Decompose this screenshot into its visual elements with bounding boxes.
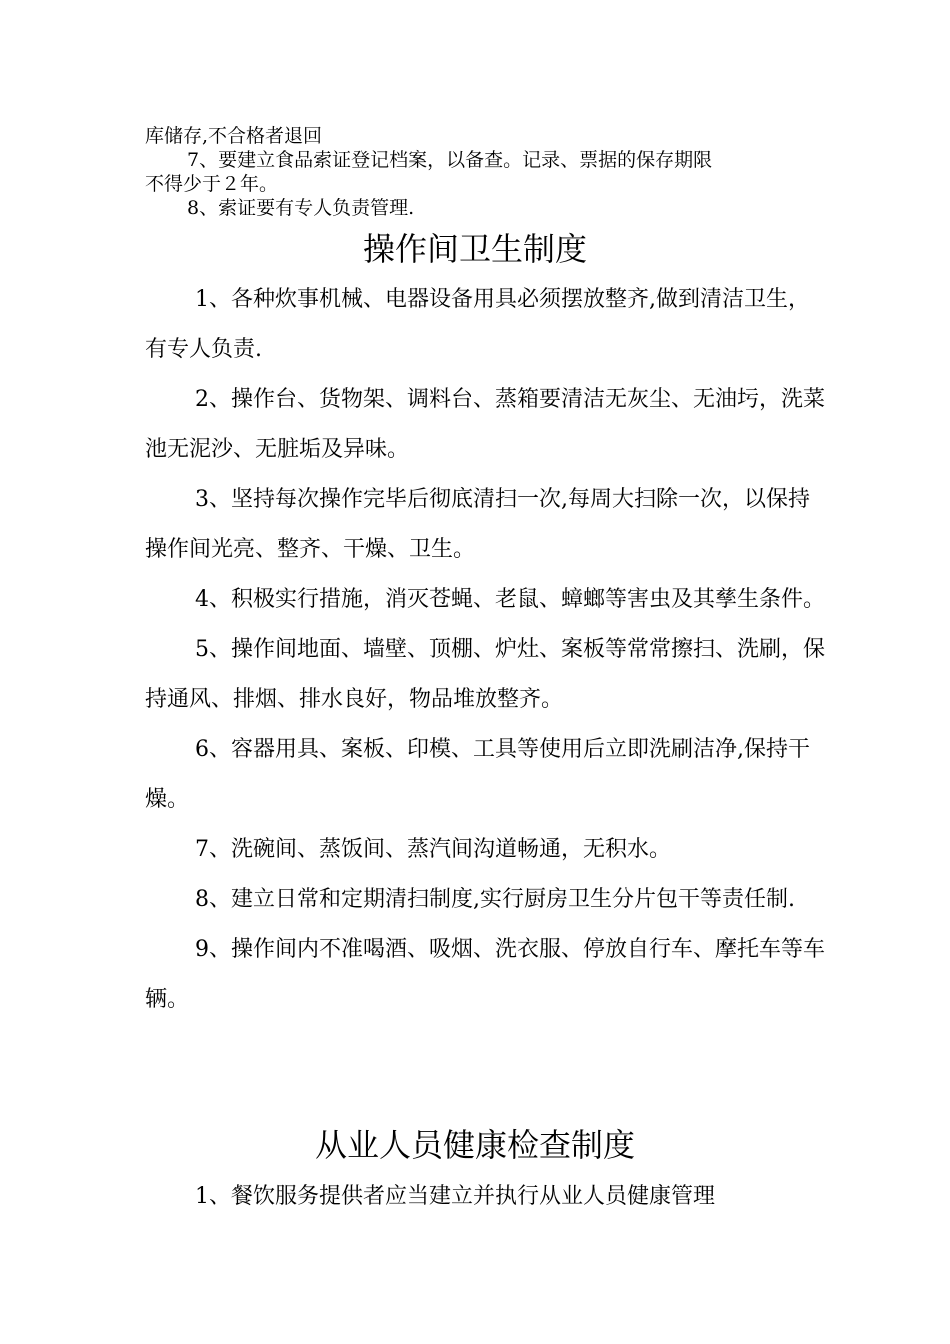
- staff-health-rules: [145, 1172, 825, 1222]
- rule-item: 5、操作间地面、墙壁、顶棚、炉灶、案板等常常擦扫、洗刷，保持通风、排烟、排水良好，物品堆放整齐。: [145, 637, 825, 712]
- rule-item-7-continuation: 不得少于２年。: [145, 173, 279, 195]
- rule-item: 8、建立日常和定期清扫制度,实行厨房卫生分片包干等责任制.: [195, 887, 795, 912]
- rule-item: 1、餐饮服务提供者应当建立并执行从业人员健康管理: [195, 1184, 715, 1209]
- text-line: 库储存,不合格者退回: [145, 125, 323, 147]
- rule-item-8: 8、索证要有专人负责管理.: [187, 197, 415, 219]
- previous-section-continuation: [145, 124, 825, 220]
- rule-item: 3、坚持每次操作完毕后彻底清扫一次,每周大扫除一次，以保持操作间光亮、整齐、干燥、卫生。: [145, 487, 810, 562]
- rule-item: 9、操作间内不准喝酒、吸烟、洗衣服、停放自行车、摩托车等车辆。: [145, 937, 825, 1012]
- rule-item: 6、容器用具、案板、印模、工具等使用后立即洗刷洁净,保持干燥。: [145, 737, 810, 812]
- rule-item: 4、积极实行措施，消灭苍蝇、老鼠、蟑螂等害虫及其孳生条件。: [195, 587, 825, 612]
- rule-item: 2、操作台、货物架、调料台、蒸箱要清洁无灰尘、无油圬，洗菜池无泥沙、无脏垢及异味。: [145, 387, 825, 462]
- rule-item-7: 7、要建立食品索证登记档案，以备查。记录、票据的保存期限: [187, 149, 713, 171]
- section-title-kitchen-hygiene: 操作间卫生制度: [362, 230, 587, 268]
- rule-item: 1、各种炊事机械、电器设备用具必须摆放整齐,做到清洁卫生，有专人负责.: [145, 287, 810, 362]
- kitchen-hygiene-rules: [145, 275, 825, 1025]
- rule-item: 7、洗碗间、蒸饭间、蒸汽间沟道畅通，无积水。: [195, 837, 671, 862]
- section-title-staff-health-check: 从业人员健康检查制度: [314, 1126, 635, 1164]
